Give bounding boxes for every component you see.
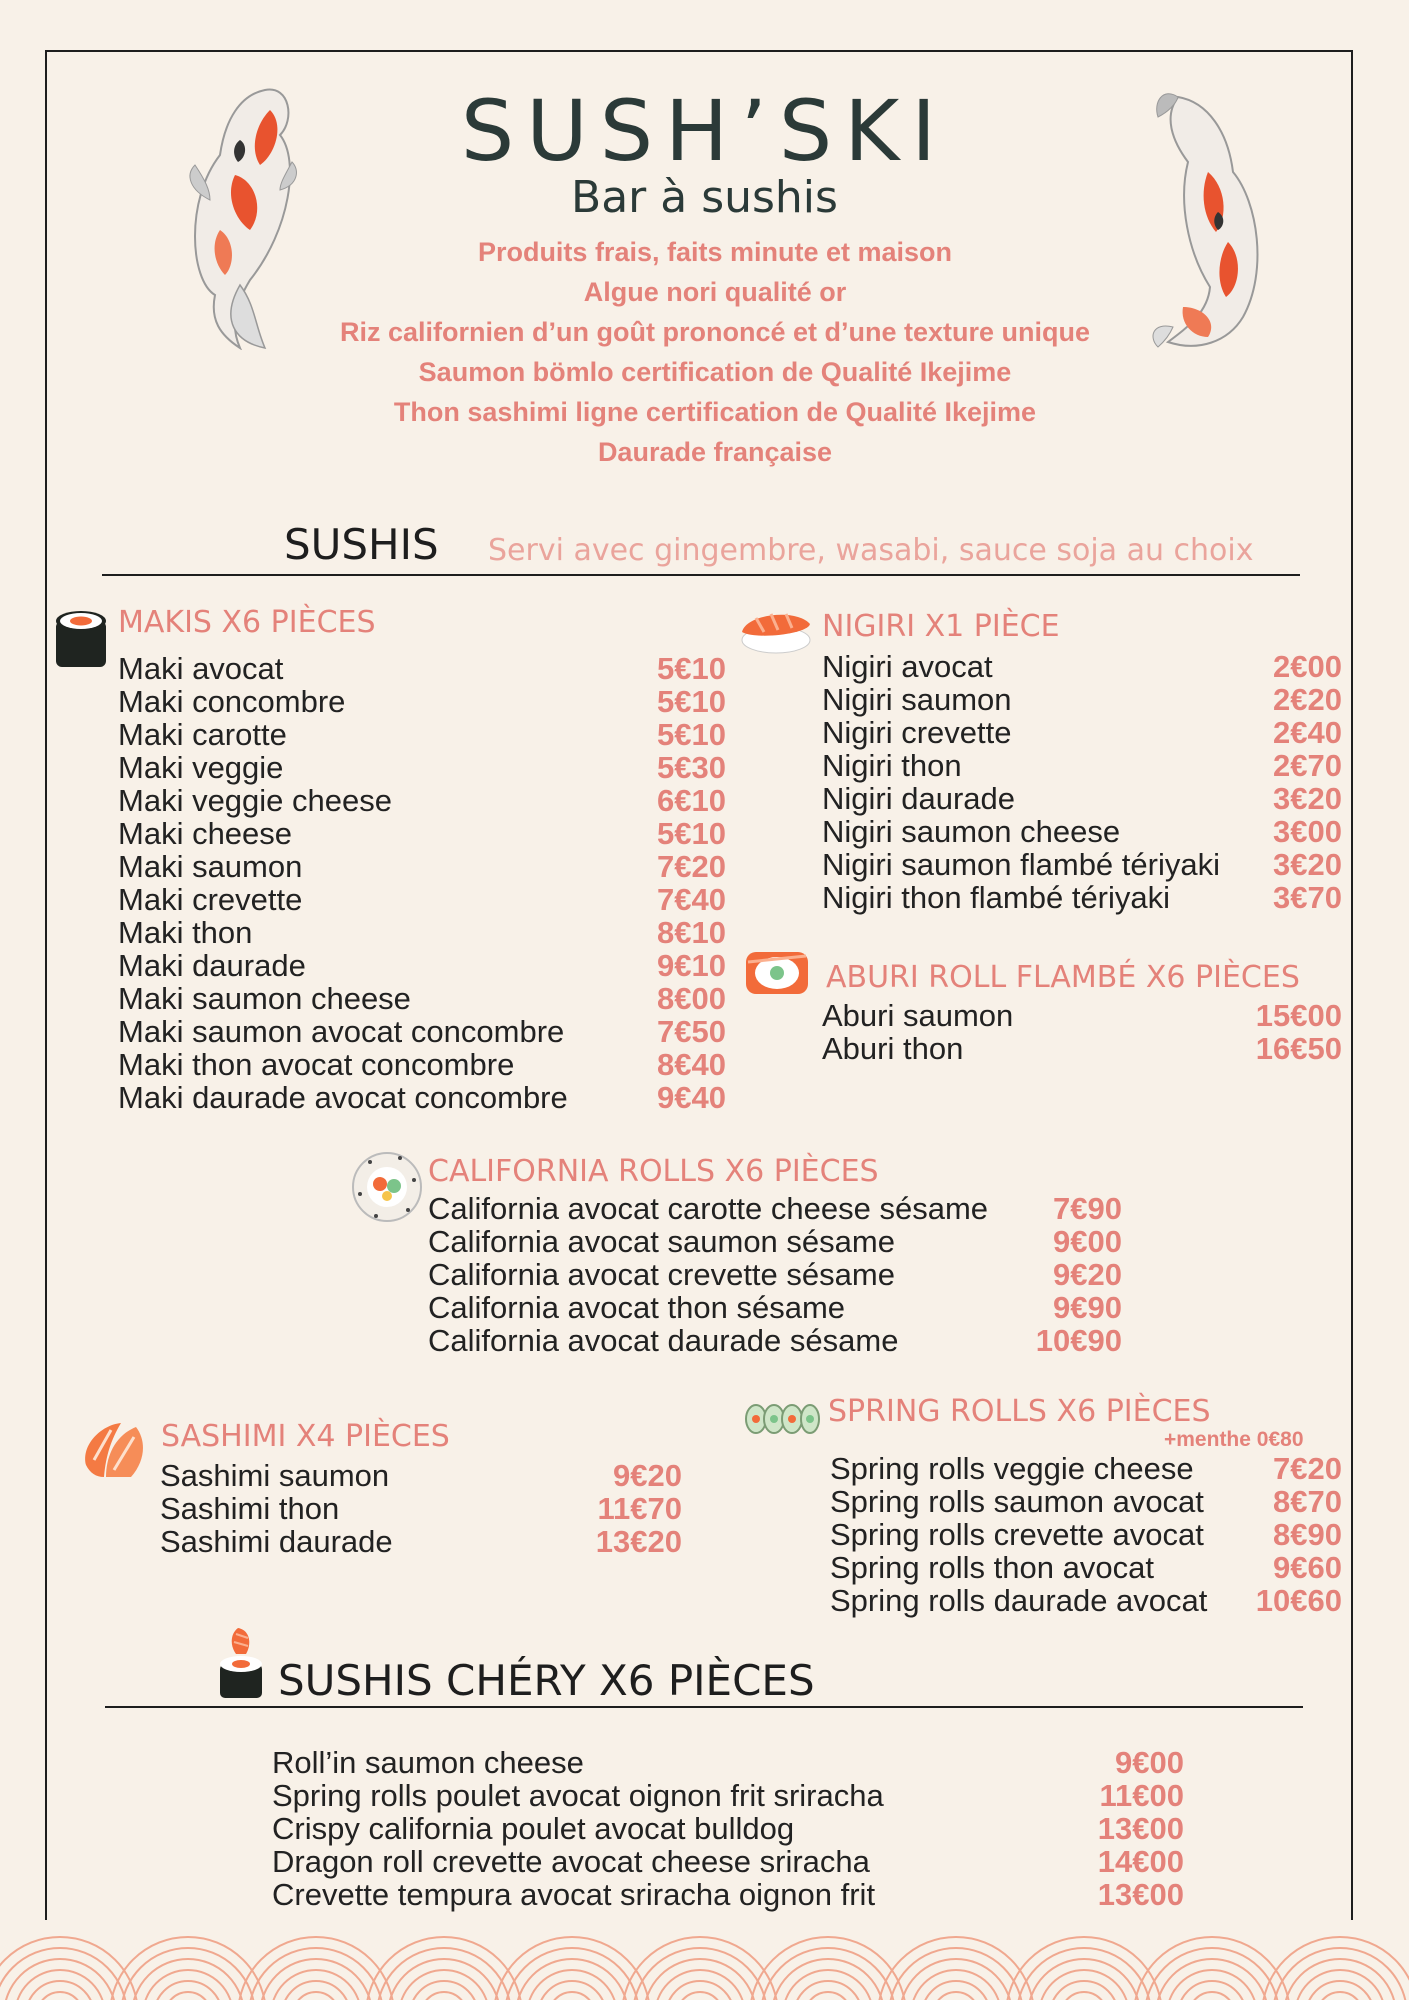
shrimp-maki-icon: [216, 1624, 266, 1700]
item-name: Maki daurade avocat concombre: [118, 1080, 568, 1115]
menu-item: [160, 1459, 682, 1492]
item-price: 13€00: [1097, 1811, 1184, 1846]
item-price: 8€40: [657, 1047, 726, 1082]
menu-item: [118, 685, 726, 718]
menu-item: [118, 916, 726, 949]
menu-item: [118, 883, 726, 916]
california-roll-icon: [350, 1150, 424, 1224]
item-price: 9€00: [1115, 1745, 1184, 1780]
feature-item: Saumon bömlo certification de Qualité Ikejime: [418, 357, 1012, 387]
menu-item: [118, 751, 726, 784]
item-price: 16€50: [1255, 1031, 1342, 1066]
item-name: California avocat saumon sésame: [428, 1224, 895, 1259]
sashimi-icon: [76, 1415, 156, 1485]
category-title-california: CALIFORNIA ROLLS X6 PIÈCES: [428, 1154, 879, 1189]
item-price: 9€60: [1273, 1550, 1342, 1585]
item-name: Spring rolls thon avocat: [830, 1550, 1154, 1585]
item-price: 13€20: [595, 1524, 682, 1559]
menu-item: [830, 1551, 1342, 1584]
item-price: 6€10: [657, 783, 726, 818]
menu-item: [118, 718, 726, 751]
wave-pattern: [0, 1920, 1409, 2000]
item-price: 8€00: [657, 981, 726, 1016]
item-price: 3€00: [1273, 814, 1342, 849]
item-name: Maki veggie cheese: [118, 783, 392, 818]
item-name: Maki crevette: [118, 882, 303, 917]
frame-left-border: [45, 50, 47, 1920]
menu-item: [830, 1518, 1342, 1551]
item-price: 9€90: [1053, 1290, 1122, 1325]
item-name: Nigiri daurade: [822, 781, 1015, 816]
item-name: Crevette tempura avocat sriracha oignon frit: [272, 1877, 876, 1912]
section-divider: [105, 1706, 1303, 1708]
item-name: Maki concombre: [118, 684, 346, 719]
item-price: 10€60: [1255, 1583, 1342, 1618]
menu-item: [118, 1081, 726, 1114]
item-name: Nigiri saumon flambé tériyaki: [822, 847, 1220, 882]
item-name: Sashimi thon: [160, 1491, 340, 1526]
item-price: 2€70: [1273, 748, 1342, 783]
item-price: 5€10: [657, 684, 726, 719]
menu-item: [118, 817, 726, 850]
restaurant-name: SUSH’SKI: [460, 82, 949, 180]
mint-supplement: +menthe 0€80: [1164, 1428, 1304, 1451]
menu-item: [822, 650, 1342, 683]
item-price: 7€20: [657, 849, 726, 884]
category-title-nigiri: NIGIRI X1 PIÈCE: [822, 609, 1060, 644]
item-name: Spring rolls daurade avocat: [830, 1583, 1208, 1618]
item-name: Maki veggie: [118, 750, 284, 785]
section-divider: [102, 574, 1300, 576]
menu-item: [428, 1225, 1122, 1258]
menu-item: [822, 881, 1342, 914]
item-price: 9€00: [1053, 1224, 1122, 1259]
item-price: 2€40: [1273, 715, 1342, 750]
menu-item: [428, 1324, 1122, 1357]
item-name: Nigiri thon: [822, 748, 962, 783]
menu-item: [428, 1258, 1122, 1291]
restaurant-subtitle: Bar à sushis: [571, 172, 838, 223]
aburi-roll-icon: [742, 942, 812, 1002]
sashimi-list: [160, 1459, 682, 1558]
feature-item: Produits frais, faits minute et maison: [477, 237, 953, 267]
item-price: 9€20: [613, 1458, 682, 1493]
menu-item: [428, 1291, 1122, 1324]
item-name: Roll’in saumon cheese: [272, 1745, 584, 1780]
item-price: 9€20: [1053, 1257, 1122, 1292]
menu-item: [160, 1492, 682, 1525]
item-name: Maki saumon avocat concombre: [118, 1014, 565, 1049]
item-price: 5€10: [657, 816, 726, 851]
menu-item: [822, 749, 1342, 782]
category-title-spring: SPRING ROLLS X6 PIÈCES: [828, 1394, 1211, 1429]
item-price: 3€20: [1273, 847, 1342, 882]
item-price: 11€70: [597, 1491, 682, 1526]
menu-item: [272, 1779, 1184, 1812]
item-name: Spring rolls crevette avocat: [830, 1517, 1204, 1552]
item-name: Nigiri saumon: [822, 682, 1012, 717]
item-price: 5€10: [657, 651, 726, 686]
feature-item: Riz californien d’un goût prononcé et d’une texture unique: [339, 317, 1090, 347]
item-name: California avocat daurade sésame: [428, 1323, 899, 1358]
menu-item: [118, 1015, 726, 1048]
item-price: 9€40: [657, 1080, 726, 1115]
item-price: 2€20: [1273, 682, 1342, 717]
item-name: California avocat crevette sésame: [428, 1257, 895, 1292]
menu-item: [822, 716, 1342, 749]
item-name: Nigiri saumon cheese: [822, 814, 1121, 849]
spring-list: [830, 1452, 1342, 1617]
frame-right-border: [1351, 50, 1353, 1920]
item-name: Spring rolls poulet avocat oignon frit sriracha: [272, 1778, 884, 1813]
menu-item: [118, 1048, 726, 1081]
category-title-sashimi: SASHIMI X4 PIÈCES: [161, 1419, 450, 1454]
item-price: 8€90: [1273, 1517, 1342, 1552]
item-name: Maki thon: [118, 915, 253, 950]
section-title-chery: SUSHIS CHÉRY X6 PIÈCES: [278, 1656, 815, 1705]
menu-item: [272, 1746, 1184, 1779]
item-name: Nigiri crevette: [822, 715, 1012, 750]
nigiri-list: [822, 650, 1342, 914]
feature-item: Daurade française: [597, 437, 833, 467]
menu-item: [428, 1192, 1122, 1225]
nigiri-icon: [736, 604, 816, 656]
menu-item: [160, 1525, 682, 1558]
item-price: 3€70: [1273, 880, 1342, 915]
menu-item: [272, 1812, 1184, 1845]
frame-top-border: [45, 50, 1353, 52]
item-price: 9€10: [657, 948, 726, 983]
item-name: Maki avocat: [118, 651, 284, 686]
menu-item: [118, 652, 726, 685]
item-name: Aburi thon: [822, 1031, 964, 1066]
menu-item: [822, 999, 1342, 1032]
item-name: Maki cheese: [118, 816, 293, 851]
item-price: 7€50: [657, 1014, 726, 1049]
item-name: Spring rolls veggie cheese: [830, 1451, 1194, 1486]
feature-item: Algue nori qualité or: [583, 277, 847, 307]
item-name: Maki carotte: [118, 717, 287, 752]
item-name: Maki saumon cheese: [118, 981, 411, 1016]
item-name: California avocat thon sésame: [428, 1290, 846, 1325]
item-price: 8€10: [657, 915, 726, 950]
menu-item: [830, 1584, 1342, 1617]
chery-list: [272, 1746, 1184, 1911]
item-name: Dragon roll crevette avocat cheese sriracha: [272, 1844, 870, 1879]
item-price: 5€30: [657, 750, 726, 785]
menu-item: [118, 784, 726, 817]
item-name: Spring rolls saumon avocat: [830, 1484, 1204, 1519]
menu-item: [830, 1485, 1342, 1518]
item-name: Sashimi daurade: [160, 1524, 393, 1559]
feature-item: Thon sashimi ligne certification de Qualité Ikejime: [393, 397, 1037, 427]
section-subtitle-sushis: Servi avec gingembre, wasabi, sauce soja au choix: [488, 533, 1254, 568]
item-name: Maki thon avocat concombre: [118, 1047, 515, 1082]
aburi-list: [822, 999, 1342, 1065]
item-price: 7€90: [1053, 1191, 1122, 1226]
menu-item: [118, 982, 726, 1015]
california-list: [428, 1192, 1122, 1357]
item-price: 10€90: [1035, 1323, 1122, 1358]
item-price: 15€00: [1255, 998, 1342, 1033]
item-name: Sashimi saumon: [160, 1458, 390, 1493]
menu-item: [272, 1845, 1184, 1878]
item-price: 14€00: [1097, 1844, 1184, 1879]
menu-item: [822, 683, 1342, 716]
features-list: [230, 232, 1200, 472]
menu-item: [822, 848, 1342, 881]
item-name: Nigiri avocat: [822, 649, 993, 684]
item-price: 2€00: [1273, 649, 1342, 684]
menu-item: [118, 850, 726, 883]
category-title-aburi: ABURI ROLL FLAMBÉ X6 PIÈCES: [826, 960, 1300, 995]
item-price: 7€20: [1273, 1451, 1342, 1486]
item-price: 7€40: [657, 882, 726, 917]
makis-list: [118, 652, 726, 1114]
menu-item: [822, 815, 1342, 848]
item-price: 3€20: [1273, 781, 1342, 816]
item-name: Nigiri thon flambé tériyaki: [822, 880, 1171, 915]
item-price: 8€70: [1273, 1484, 1342, 1519]
item-name: Aburi saumon: [822, 998, 1014, 1033]
menu-item: [118, 949, 726, 982]
item-name: California avocat carotte cheese sésame: [428, 1191, 989, 1226]
menu-item: [830, 1452, 1342, 1485]
section-title-sushis: SUSHIS: [284, 520, 439, 569]
maki-icon: [52, 607, 110, 673]
item-name: Maki daurade: [118, 948, 306, 983]
spring-roll-icon: [744, 1395, 820, 1445]
item-name: Maki saumon: [118, 849, 303, 884]
category-title-makis: MAKIS X6 PIÈCES: [118, 605, 376, 640]
item-price: 11€00: [1099, 1778, 1184, 1813]
item-price: 5€10: [657, 717, 726, 752]
item-price: 13€00: [1097, 1877, 1184, 1912]
menu-item: [822, 782, 1342, 815]
item-name: Crispy california poulet avocat bulldog: [272, 1811, 795, 1846]
menu-item: [272, 1878, 1184, 1911]
menu-item: [822, 1032, 1342, 1065]
